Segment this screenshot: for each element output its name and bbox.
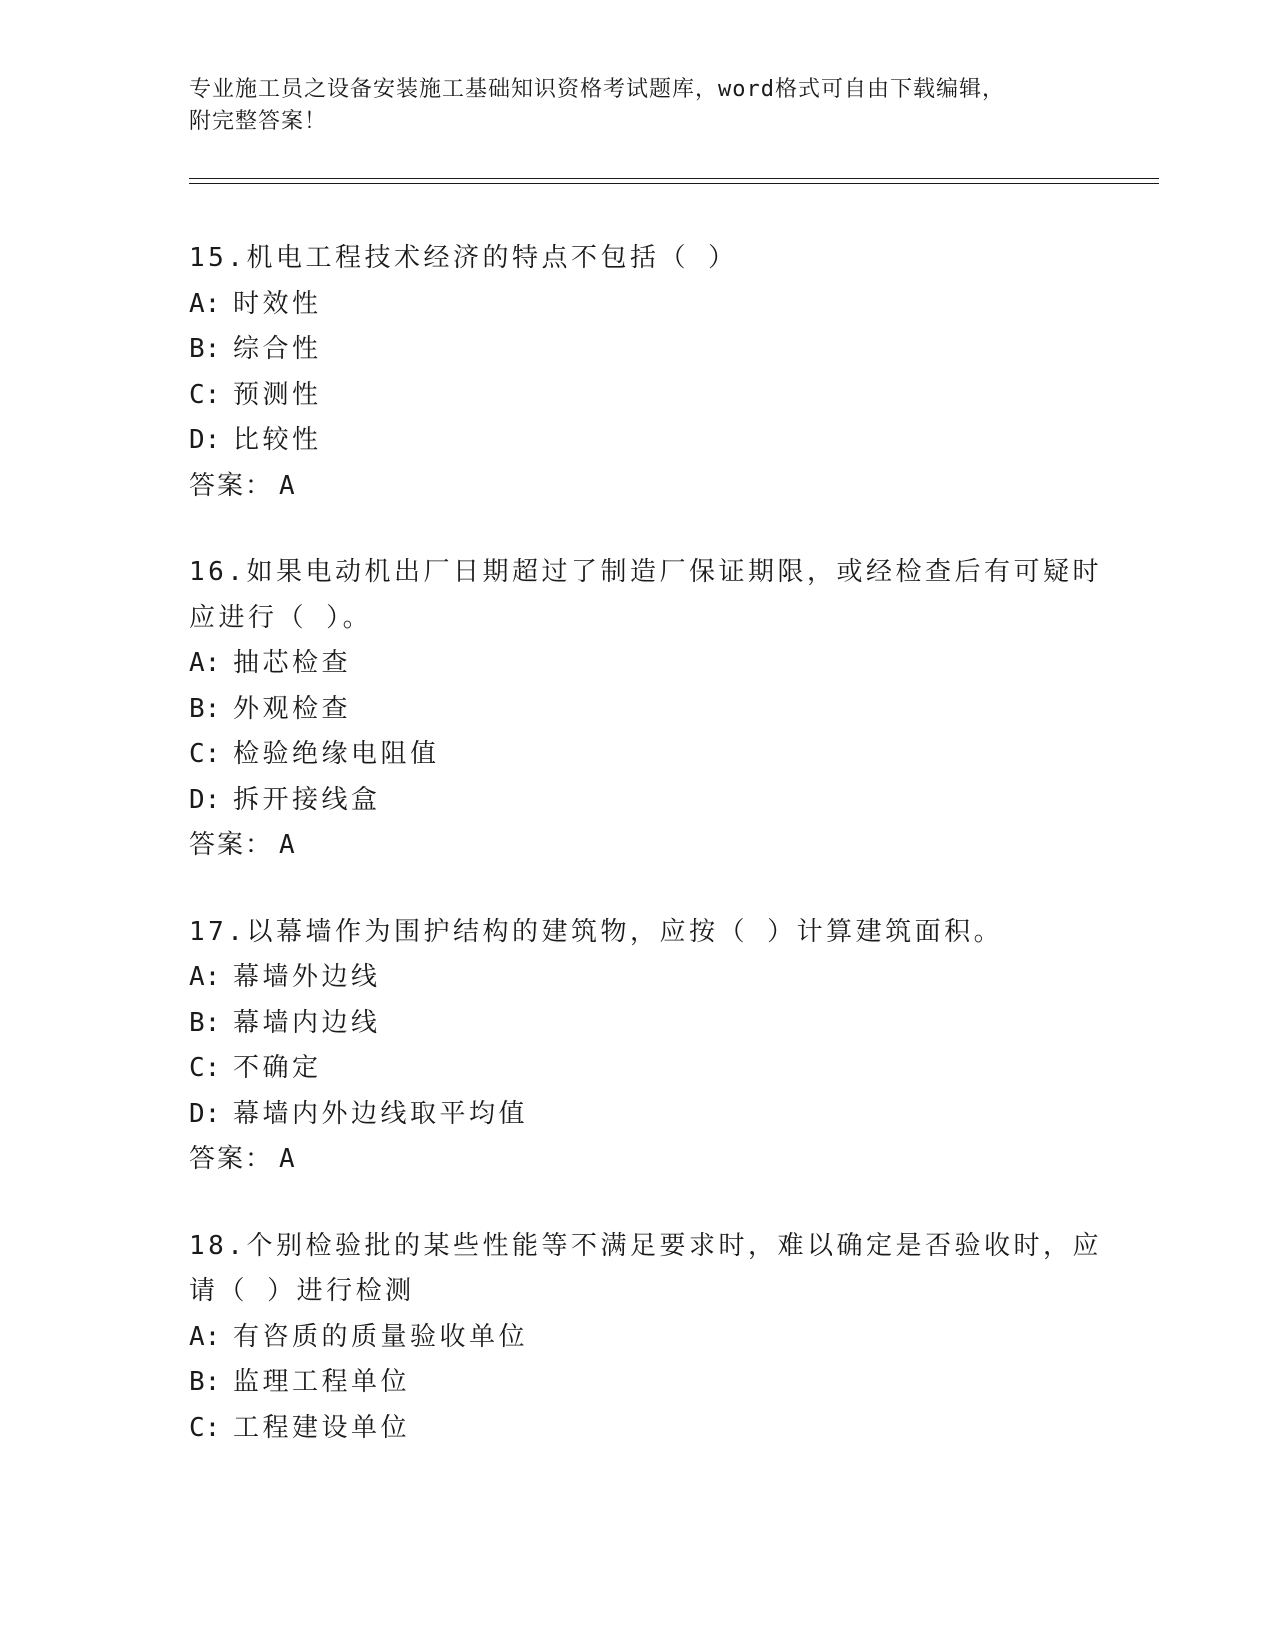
answer-option [189,1315,1089,1361]
answer-option [189,1360,1089,1406]
answer-option [189,641,1089,687]
option-text: 综合性 [233,334,322,364]
question-item [189,1224,1102,1452]
option-text: 预测性 [233,379,322,410]
question-stem-line: 请（ ）进行检测 [189,1276,415,1306]
answer-line [189,823,1089,869]
option-letter: A: [189,962,221,992]
answer-value: A [279,1144,297,1174]
answer-label: 答案： [189,470,274,501]
option-text: 工程建设单位 [233,1412,411,1443]
option-text: 幕墙内边线 [233,1007,381,1038]
option-text: 有咨质的质量验收单位 [233,1321,529,1352]
option-text: 监理工程单位 [233,1367,411,1397]
answer-option [189,955,1089,1001]
option-text: 检验绝缘电阻值 [233,739,440,769]
answer-option [189,1001,1089,1047]
option-letter: C: [189,1412,221,1443]
answer-option [189,418,1089,464]
answer-option [189,1406,1089,1452]
answer-option [189,282,1089,328]
answer-value: A [279,830,297,860]
option-text: 抽芯检查 [233,648,352,678]
option-text: 外观检查 [233,693,352,724]
question-stem-line: 18.个别检验批的某些性能等不满足要求时，难以确定是否验收时，应 [189,1230,1102,1261]
question-stem-line: 16.如果电动机出厂日期超过了制造厂保证期限，或经检查后有可疑时 [189,557,1102,587]
option-letter: C: [189,379,221,410]
answer-label: 答案： [189,1144,274,1174]
option-letter: D: [189,425,221,455]
option-text: 不确定 [233,1053,322,1083]
answer-option [189,1046,1089,1092]
option-text: 幕墙外边线 [233,962,381,992]
header-title-line-1: 专业施工员之设备安装施工基础知识资格考试题库，word格式可自由下载编辑， [189,77,1005,102]
answer-line [189,1137,1089,1183]
question-item [189,236,1089,509]
document-header [189,74,1089,138]
option-text: 幕墙内外边线取平均值 [233,1098,529,1129]
option-text: 比较性 [233,425,322,455]
option-text: 拆开接线盒 [233,784,381,815]
question-item [189,910,1089,1183]
option-letter: D: [189,1098,221,1129]
option-letter: C: [189,739,221,769]
option-letter: A: [189,648,221,678]
option-letter: B: [189,1007,221,1038]
answer-option [189,373,1089,419]
header-title-line-2: 附完整答案！ [189,109,328,134]
option-letter: C: [189,1053,221,1083]
question-item [189,550,1102,869]
answer-label: 答案： [189,830,274,860]
question-stem-line: 应进行（ ）。 [189,602,373,633]
option-letter: B: [189,334,221,364]
answer-option [189,732,1089,778]
question-list [189,236,1102,1492]
option-letter: B: [189,693,221,724]
option-letter: A: [189,1321,221,1352]
answer-option [189,1092,1089,1138]
answer-option [189,327,1089,373]
answer-value: A [279,470,297,501]
answer-option [189,778,1089,824]
answer-line [189,464,1089,510]
question-stem-line: 17.以幕墙作为围护结构的建筑物，应按（ ）计算建筑面积。 [189,916,1004,947]
option-text: 时效性 [233,288,322,319]
option-letter: B: [189,1367,221,1397]
answer-option [189,687,1089,733]
option-letter: A: [189,288,221,319]
option-letter: D: [189,784,221,815]
question-stem-line: 15.机电工程技术经济的特点不包括（ ） [189,243,738,273]
header-divider-bottom [189,183,1159,184]
header-divider-top [189,178,1159,179]
